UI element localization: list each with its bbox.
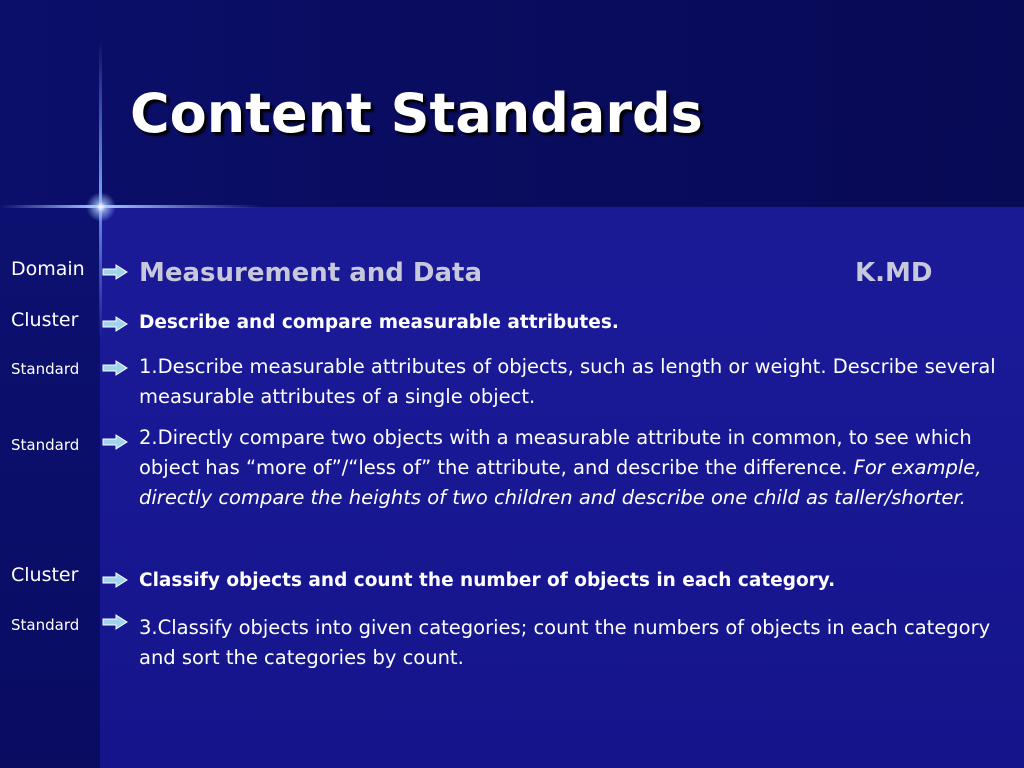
left-band	[0, 207, 100, 768]
cluster-label: Cluster	[11, 564, 79, 586]
right-arrow-icon	[102, 572, 128, 588]
standard-label: Standard	[11, 616, 80, 634]
domain-code: K.MD	[855, 258, 933, 288]
vertical-glow-line	[99, 40, 102, 340]
right-arrow-icon	[102, 360, 128, 376]
standard-label: Standard	[11, 436, 80, 454]
right-arrow-icon	[102, 614, 128, 630]
standard-statement: 3.Classify objects into given categories; count the numbers of objects in each category and sort the categories by count.	[139, 616, 991, 669]
domain-name: Measurement and Data	[139, 258, 483, 288]
right-arrow-icon	[102, 264, 128, 280]
standard-statement: 1.Describe measurable attributes of objects, such as length or weight. Describe several measurable attributes of a single object.	[139, 355, 996, 408]
standard-statement: 2.Directly compare two objects with a measurable attribute in common, to see which object has “more of”/“less of” the attribute, and describe the difference.	[139, 426, 972, 479]
standard-example: For example, directly compare the heights of two children and describe one child as taller/shorter.	[139, 456, 982, 509]
standard-text	[139, 423, 1019, 513]
cluster-text: Classify objects and count the number of objects in each category.	[139, 570, 836, 591]
cluster-text: Describe and compare measurable attributes.	[139, 312, 619, 333]
sparkle-icon	[86, 192, 116, 222]
standard-label: Standard	[11, 360, 80, 378]
right-arrow-icon	[102, 434, 128, 450]
standard-text	[139, 613, 1019, 673]
standard-text	[139, 352, 1019, 412]
domain-label: Domain	[11, 258, 85, 280]
horizontal-glow-line	[0, 205, 260, 208]
cluster-label: Cluster	[11, 309, 79, 331]
slide-title: Content Standards	[130, 82, 703, 145]
right-arrow-icon	[102, 316, 128, 332]
